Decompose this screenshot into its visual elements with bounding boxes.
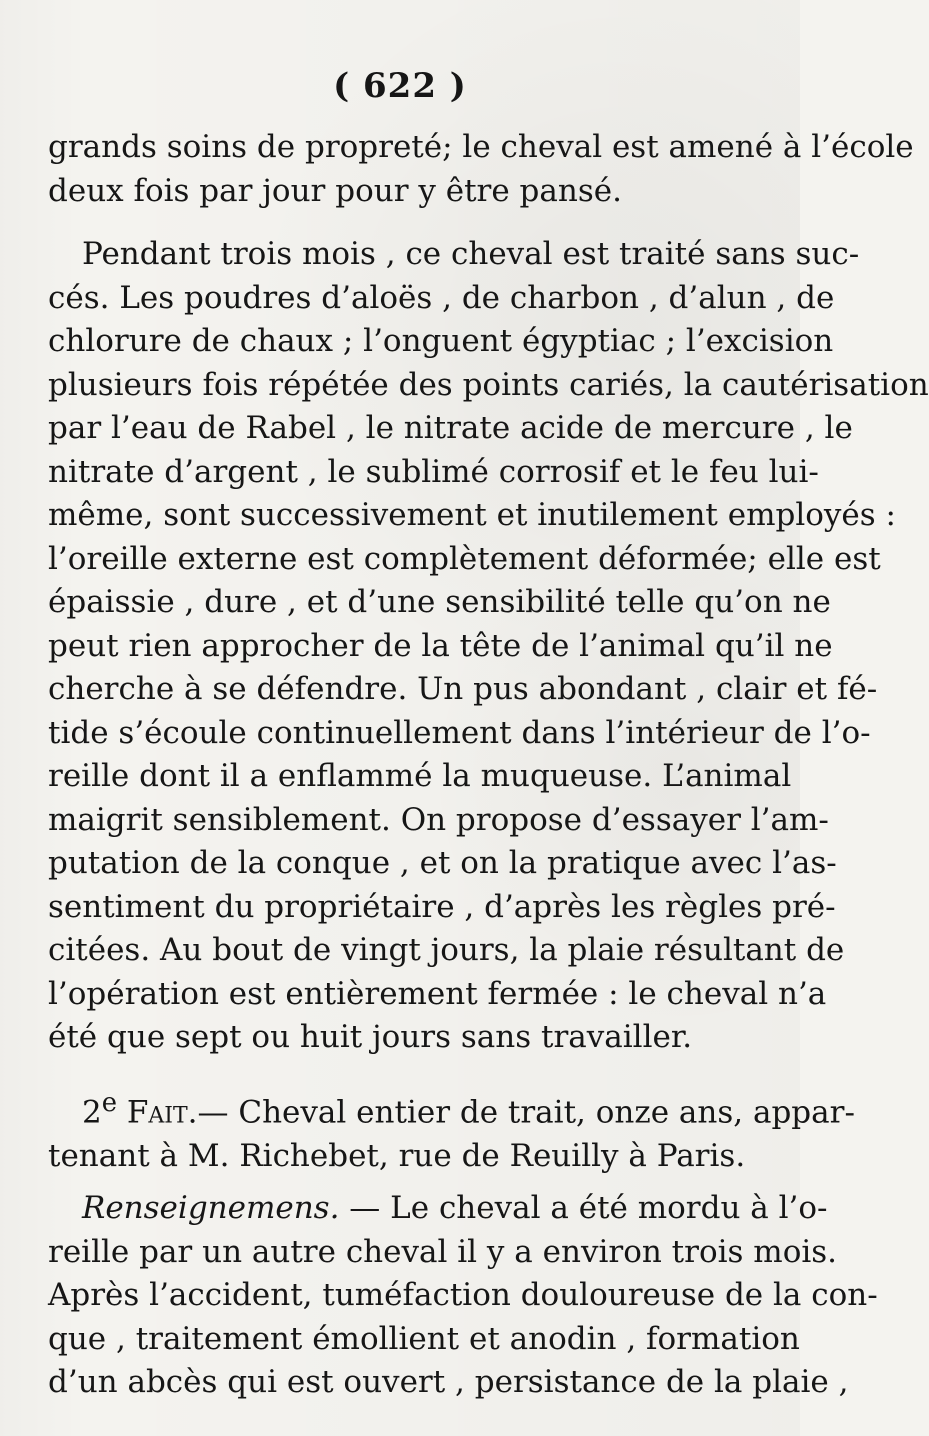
paragraph-2-line-18: l’opération est entièrement fermée : le cheval n’a [48,975,827,1012]
paragraph-3 [48,1082,855,1178]
paragraph-2-line-8: l’oreille externe est complètement déformée; elle est [48,540,881,577]
paragraph-2-line-11: cherche à se défendre. Un pus abondant , clair et fé- [48,671,878,707]
case-number: 2 [82,1094,102,1131]
paragraph-2-line-14: maigrit sensiblement. On propose d’essayer l’am- [48,801,829,838]
paragraph-2-line-1: Pendant trois mois , ce cheval est traité sans suc- [82,236,860,272]
paragraph-3-line-2: tenant à M. Richebet, rue de Reuilly à Paris. [48,1137,746,1174]
paragraph-4 [48,1187,878,1405]
paragraph-2-line-2: cés. Les poudres d’aloës , de charbon , d’alun , de [48,279,835,316]
paragraph-2-line-4: plusieurs fois répétée des points cariés, la cautérisation [48,366,929,403]
case-heading-separator: .— [187,1094,229,1131]
paragraph-2-line-15: putation de la conque , et on la pratique avec l’as- [48,845,837,881]
paragraph-2-line-7: même, sont successivement et inutilement employés : [48,497,896,533]
information-heading: Renseignemens. [82,1190,340,1226]
paragraph-4-line-3: Après l’accident, tuméfaction douloureuse de la con- [48,1277,878,1313]
page-number: ( 622 ) [333,66,467,106]
paragraph-2-line-10: peut rien approcher de la tête de l’animal qu’il ne [48,627,833,664]
paragraph-2-line-13: reille dont il a enflammé la muqueuse. L’animal [48,758,792,794]
information-heading-rest: — Le cheval a été mordu à l’o- [339,1190,828,1226]
paragraph-2-line-5: par l’eau de Rabel , le nitrate acide de mercure , le [48,410,853,446]
paragraph-3-line-1 [48,1082,855,1135]
case-heading-rest: Cheval entier de trait, onze ans, appar- [228,1094,855,1131]
paragraph-4-line-2: reille par un autre cheval il y a environ trois mois. [48,1233,838,1270]
paragraph-1-line-2: deux fois par jour pour y être pansé. [48,172,622,209]
paragraph-2-line-19: été que sept ou huit jours sans travailler. [48,1019,693,1055]
paragraph-4-line-1 [48,1187,828,1231]
paragraph-2-line-9: épaissie , dure , et d’une sensibilité telle qu’on ne [48,584,831,620]
paragraph-2-line-12: tide s’écoule continuellement dans l’intérieur de l’o- [48,714,871,751]
paragraph-2-line-17: citées. Au bout de vingt jours, la plaie résultant de [48,932,845,968]
paragraph-2 [48,233,929,1060]
paragraph-2-line-16: sentiment du propriétaire , d’après les règles pré- [48,888,836,925]
paragraph-1 [48,126,914,213]
paragraph-2-line-6: nitrate d’argent , le sublimé corrosif et le feu lui- [48,453,819,490]
case-heading: Fait [126,1094,188,1131]
paragraph-1-line-1: grands soins de propreté; le cheval est amené à l’école [48,129,914,165]
paragraph-4-line-5: d’un abcès qui est ouvert , persistance de la plaie , [48,1364,849,1400]
case-number-superscript: e [101,1088,118,1118]
paragraph-4-line-4: que , traitement émollient et anodin , formation [48,1320,800,1357]
paragraph-2-line-3: chlorure de chaux ; l’onguent égyptiac ; l’excision [48,323,834,359]
